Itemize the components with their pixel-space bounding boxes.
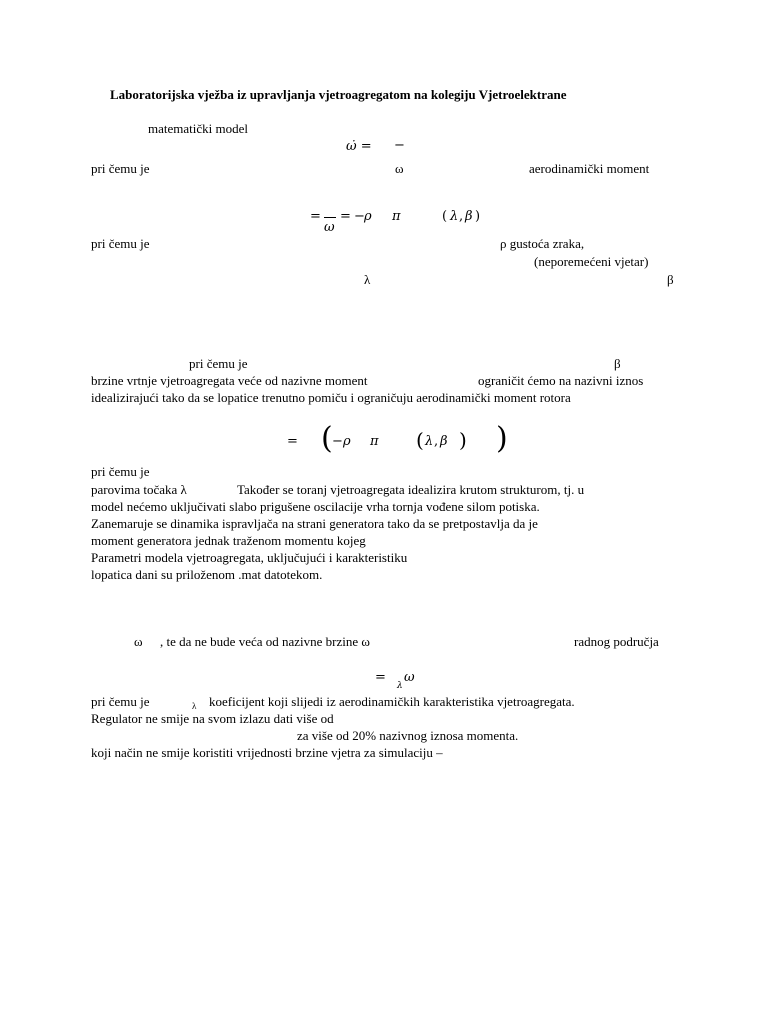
text-model-necemo: model nećemo uključivati slabo prigušene oscilacije vrha tornja vođene silom potiska. <box>91 499 540 514</box>
text-pri-cemu-je-2: pri čemu je <box>91 236 150 251</box>
text-ogranicit-cemo: ograničit ćemo na nazivni iznos <box>478 373 644 388</box>
text-model: matematički model <box>148 121 248 136</box>
text-regulator: Regulator ne smije na svom izlazu dati više od <box>91 711 334 726</box>
eq2-equals: = <box>310 209 321 224</box>
text-idealizirajuci: idealizirajući tako da se lopatice trenutno pomiču i ograničuju aerodinamički moment rotora <box>91 390 571 405</box>
text-pri-cemu-je-4: pri čemu je <box>91 464 150 479</box>
eq3-big-paren-right: ) <box>496 421 508 456</box>
text-radnog-podrucja: radnog područja <box>574 634 659 649</box>
eq3-small-paren-right: ) <box>459 428 467 452</box>
eq2-comma: , <box>459 209 464 224</box>
eq3-equals: = <box>287 434 298 449</box>
eq-minus: − <box>394 138 405 153</box>
symbol-lambda-sub: λ <box>192 701 197 711</box>
text-zanemaruje: Zanemaruje se dinamika ispravljača na strani generatora tako da se pretpostavlja da je <box>91 516 538 531</box>
text-rho-gustoca: ρ gustoća zraka, <box>500 236 585 251</box>
eq3-small-paren-left: ( <box>416 428 424 452</box>
eq3-pi: π <box>370 434 379 449</box>
page-title: Laboratorijska vježba iz upravljanja vjetroagregatom na kolegiju Vjetroelektrane <box>110 87 567 102</box>
eq2-paren-right: ) <box>475 209 481 224</box>
eq2-pi: π <box>392 209 401 224</box>
eq3-neg: − <box>332 434 343 449</box>
text-parovima-tocaka: parovima točaka λ <box>91 482 187 497</box>
eq3-comma: , <box>434 434 439 449</box>
text-parametri-modela: Parametri modela vjetroagregata, uključujući i karakteristiku <box>91 550 408 565</box>
text-lopatica-dani: lopatica dani su priloženom .mat datotekom. <box>91 567 323 582</box>
eq4-sub-lambda: λ <box>397 681 403 691</box>
text-za-vise-od: za više od 20% nazivnog iznosa momenta. <box>297 728 519 743</box>
eq3-beta: β <box>440 434 448 449</box>
text-koeficijent: koeficijent koji slijedi iz aerodinamičkih karakteristika vjetroagregata. <box>209 694 575 709</box>
text-takoder-toranj: Također se toranj vjetroagregata idealizira krutom strukturom, tj. u <box>237 482 585 497</box>
eq4-equals: = <box>375 670 386 685</box>
eq2-neg: − <box>354 209 365 224</box>
eq2-fraction-line <box>324 217 336 218</box>
eq2-beta: β <box>465 209 473 224</box>
symbol-lambda-1: λ <box>364 272 371 287</box>
text-koji-nacin: koji način ne smije koristiti vrijednosti brzine vjetra za simulaciju – <box>91 745 443 760</box>
text-moment-generatora: moment generatora jednak traženom momentu kojeg <box>91 533 366 548</box>
eq-omega-dot: ω̇ = <box>346 139 372 154</box>
symbol-beta-1: β <box>667 272 674 287</box>
text-pri-cemu-je-5: pri čemu je <box>91 694 150 709</box>
symbol-beta-2: β <box>614 356 621 371</box>
eq3-big-paren-left: ( <box>321 421 333 456</box>
symbol-omega-2: ω <box>134 634 143 649</box>
text-te-da-ne-bude: , te da ne bude veća od nazivne brzine ω <box>160 634 370 649</box>
eq2-lambda: λ <box>450 209 459 224</box>
text-pri-cemu-je-1: pri čemu je <box>91 161 150 176</box>
eq2-rho: ρ <box>364 209 372 224</box>
eq4-omega: ω <box>404 670 415 685</box>
text-pri-cemu-je-3: pri čemu je <box>189 356 248 371</box>
eq3-rho: ρ <box>343 434 351 449</box>
text-aerodinamicki-moment: aerodinamički moment <box>529 161 650 176</box>
text-brzine-vrtnje: brzine vrtnje vjetroagregata veće od nazivne moment <box>91 373 368 388</box>
eq3-lambda: λ <box>425 434 434 449</box>
eq2-equals-2: = <box>340 209 351 224</box>
text-neporemeceni-vjetar: (neporemećeni vjetar) <box>534 254 649 269</box>
symbol-omega-1: ω <box>395 161 404 176</box>
eq2-paren-left: ( <box>442 209 448 224</box>
eq2-omega: ω <box>324 220 335 235</box>
